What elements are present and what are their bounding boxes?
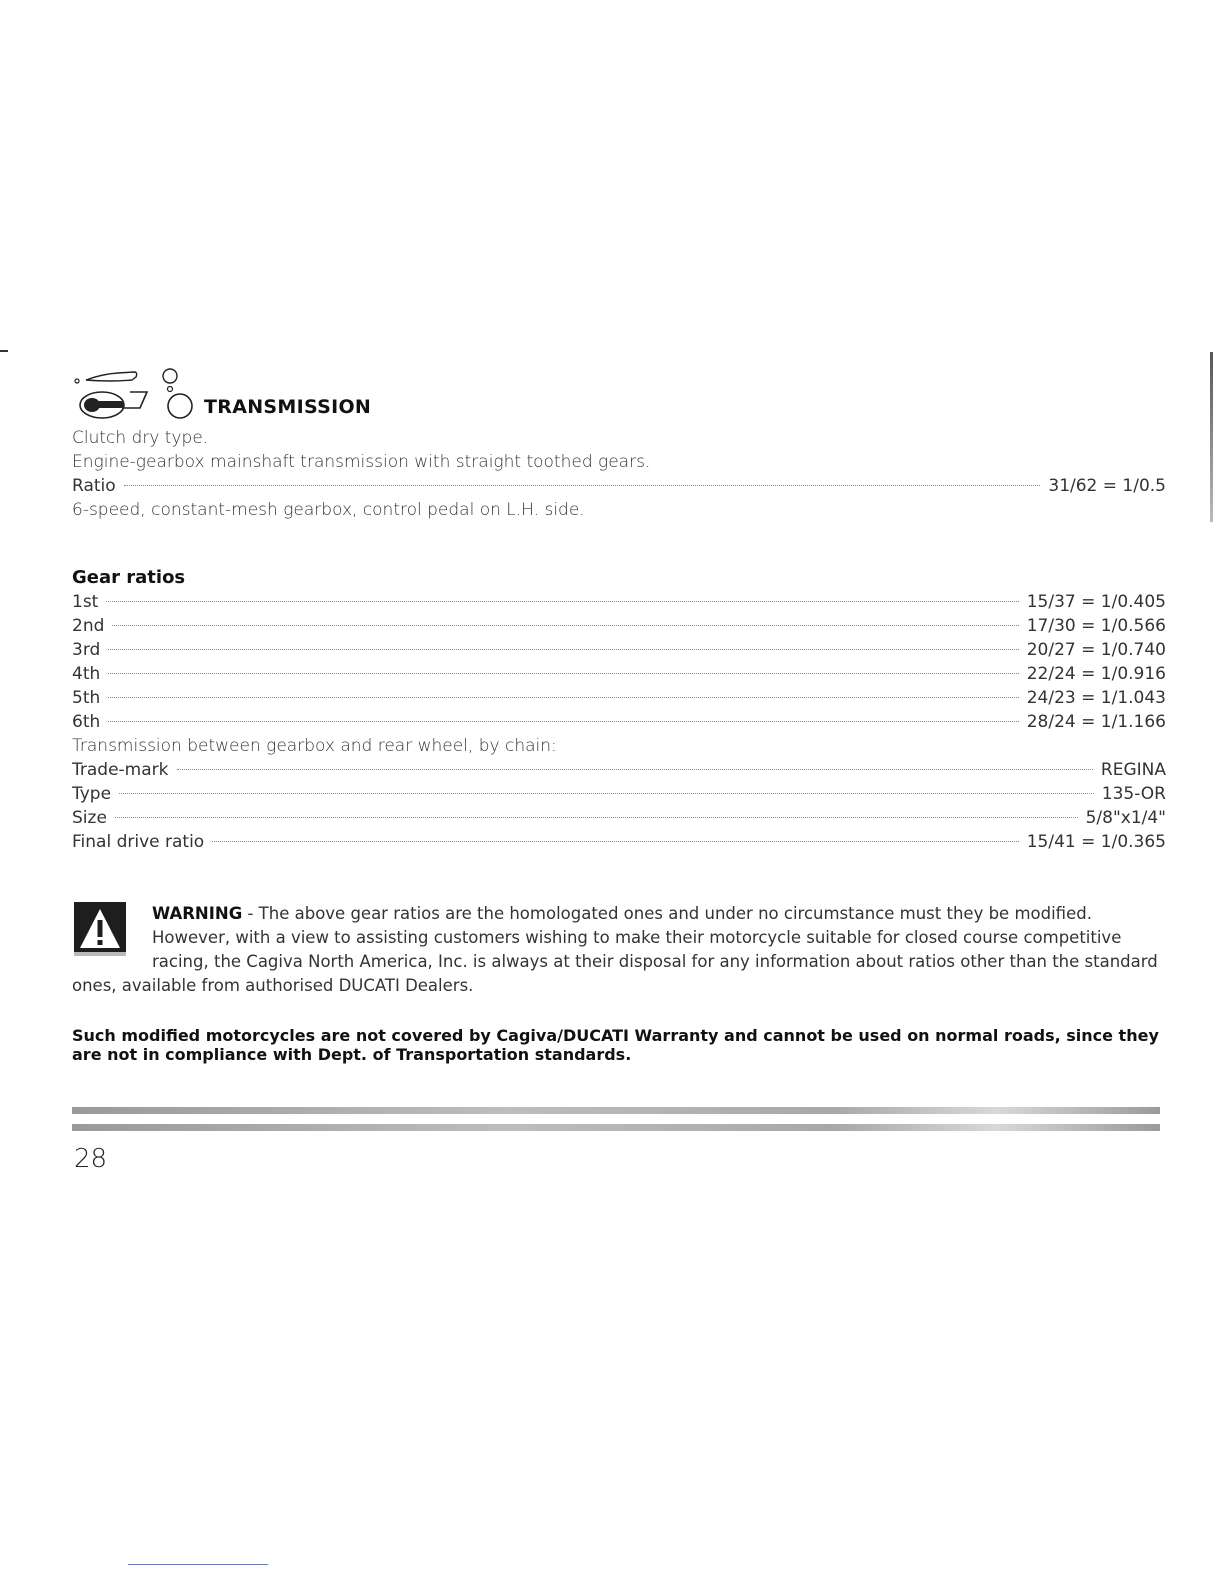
transmission-line: Engine-gearbox mainshaft transmission with straight toothed gears. (72, 452, 651, 472)
gear-row-5th (72, 686, 1166, 710)
gear-value: 20/27 = 1/0.740 (1026, 640, 1166, 660)
dot-leader (119, 793, 1094, 794)
footer-line (128, 1564, 268, 1565)
chain-value: REGINA (1100, 760, 1166, 780)
dot-leader (108, 721, 1018, 722)
chain-label: Type (72, 784, 112, 804)
gear-row-4th (72, 662, 1166, 686)
gear-value: 28/24 = 1/1.166 (1026, 712, 1166, 732)
warning-body: - The above gear ratios are the homologated ones and under no circumstance must they be modified. However, with a view to assisting customers wishing to make their motorcycle suitable for closed course competitive racing, the Cagiva North America, Inc. is always at their disposal for any information about ratios other than the standard ones, available from authorised DUCATI Dealers. (72, 904, 1158, 995)
ratio-value: 31/62 = 1/0.5 (1048, 476, 1166, 496)
section-header (72, 364, 472, 422)
chain-row-trademark (72, 758, 1166, 782)
chain-label: Final drive ratio (72, 832, 205, 852)
gearbox-line: 6-speed, constant-mesh gearbox, control pedal on L.H. side. (72, 500, 585, 520)
warning-paragraph (72, 902, 1166, 998)
gear-value: 22/24 = 1/0.916 (1026, 664, 1166, 684)
warning-label: WARNING (152, 904, 243, 923)
gear-label: 3rd (72, 640, 101, 660)
ratio-label: Ratio (72, 476, 116, 496)
gear-ratios-title: Gear ratios (72, 567, 186, 588)
dot-leader (108, 697, 1018, 698)
gear-label: 5th (72, 688, 101, 708)
dot-leader (108, 673, 1018, 674)
gear-label: 2nd (72, 616, 105, 636)
chain-label: Trade-mark (72, 760, 169, 780)
gear-ratios-list (72, 590, 1166, 854)
dot-leader (212, 841, 1019, 842)
chain-value: 135-OR (1101, 784, 1166, 804)
dot-leader (115, 817, 1078, 818)
divider-rule (72, 1107, 1160, 1114)
chain-value: 5/8"x1/4" (1085, 808, 1166, 828)
scan-edge (1210, 352, 1213, 522)
clutch-line: Clutch dry type. (72, 428, 209, 448)
gear-label: 4th (72, 664, 101, 684)
motorcycle-transmission-icon (72, 364, 204, 422)
dot-leader (108, 649, 1018, 650)
chain-value: 15/41 = 1/0.365 (1026, 832, 1166, 852)
gear-row-3rd (72, 638, 1166, 662)
gear-row-1st (72, 590, 1166, 614)
gear-value: 15/37 = 1/0.405 (1026, 592, 1166, 612)
chain-row-size (72, 806, 1166, 830)
intro-block (72, 426, 1166, 522)
chain-row-final-drive (72, 830, 1166, 854)
dot-leader (112, 625, 1018, 626)
gear-label: 6th (72, 712, 101, 732)
page-number: 28 (74, 1144, 108, 1174)
gear-value: 17/30 = 1/0.566 (1026, 616, 1166, 636)
dot-leader (177, 769, 1093, 770)
gear-value: 24/23 = 1/1.043 (1026, 688, 1166, 708)
dot-leader (106, 601, 1018, 602)
gear-label: 1st (72, 592, 99, 612)
gear-row-6th (72, 710, 1166, 734)
chain-row-type (72, 782, 1166, 806)
chain-intro-line: Transmission between gearbox and rear wheel, by chain: (72, 736, 557, 756)
gear-row-2nd (72, 614, 1166, 638)
warranty-note: Such modified motorcycles are not covered by Cagiva/DUCATI Warranty and cannot be used on normal roads, since they are not in compliance with Dept. of Transportation standards. (72, 1026, 1159, 1064)
margin-dash (0, 350, 8, 352)
section-title: TRANSMISSION (204, 396, 372, 418)
ratio-row (72, 474, 1166, 498)
divider-rule (72, 1124, 1160, 1131)
dot-leader (124, 485, 1041, 486)
chain-label: Size (72, 808, 107, 828)
